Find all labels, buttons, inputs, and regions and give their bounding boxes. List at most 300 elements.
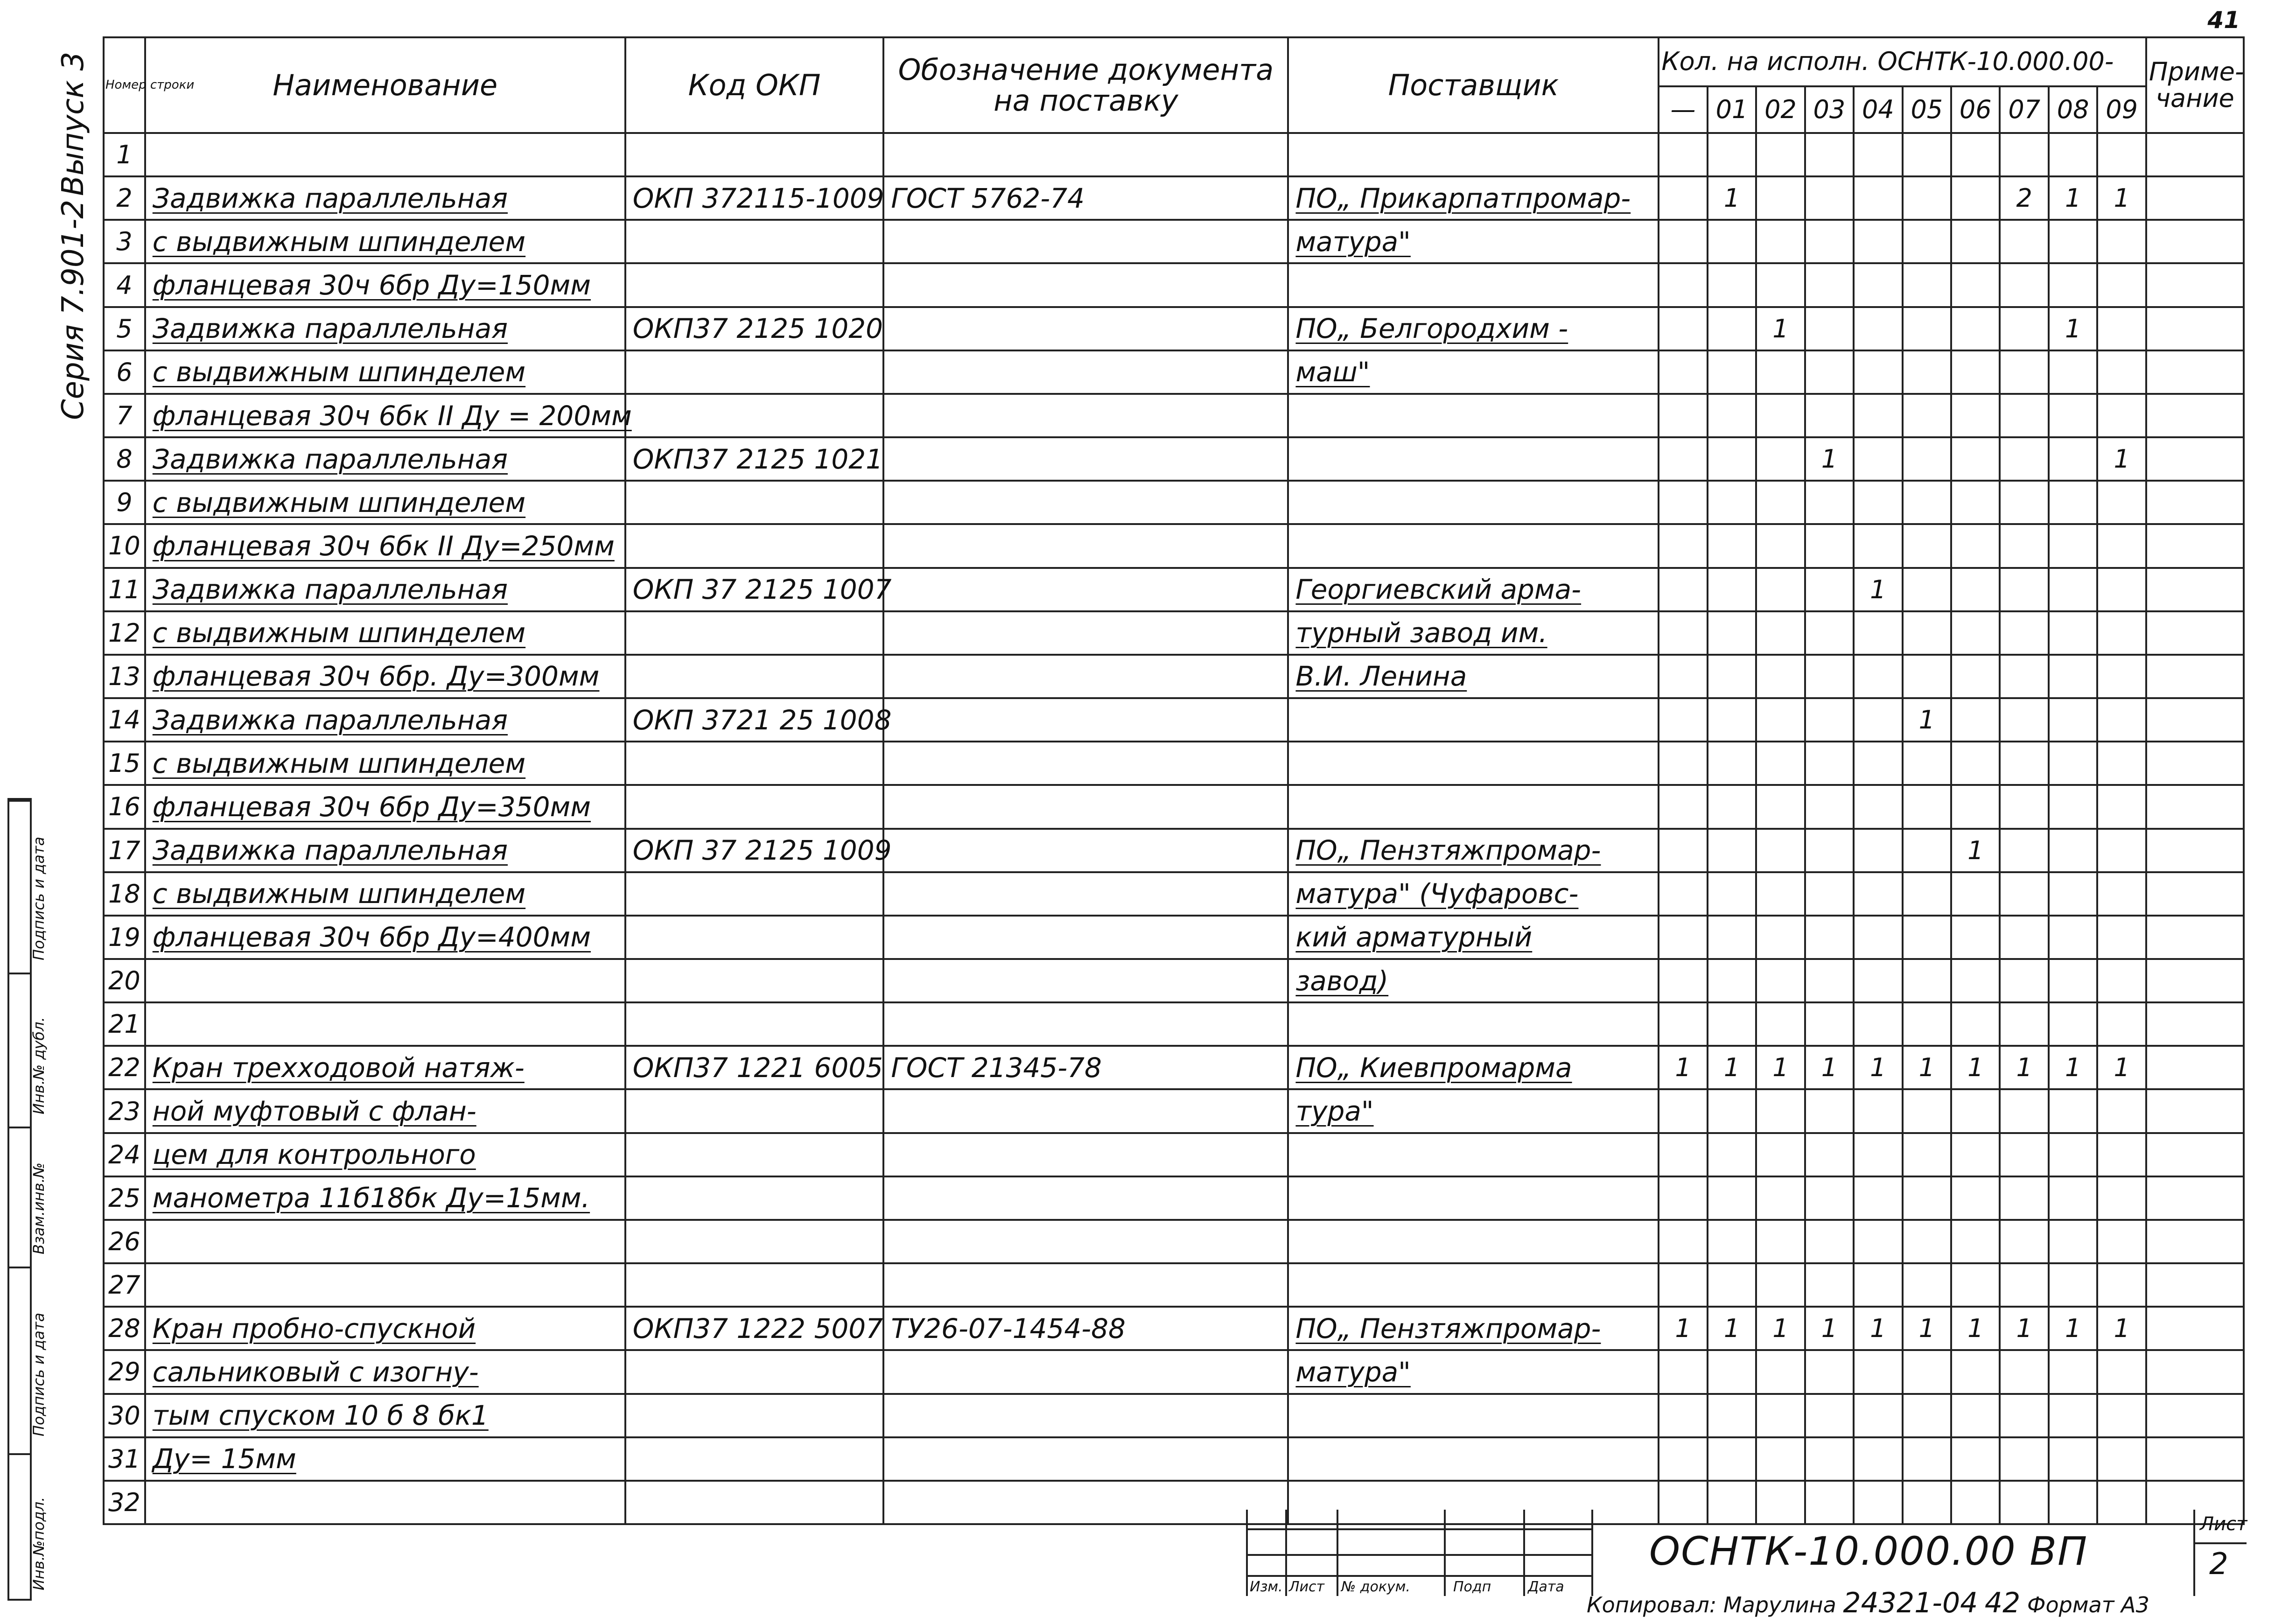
supply-document [883, 1263, 1288, 1307]
supplier: кий арматурный [1288, 916, 1659, 959]
supply-document: ГОСТ 5762-74 [883, 176, 1288, 220]
qty-cell [1708, 959, 1756, 1002]
item-name: с выдвижным шпинделем [145, 611, 625, 655]
table-row [104, 263, 2244, 307]
qty-cell [1854, 133, 1902, 176]
stamp-cell [9, 1453, 48, 1603]
qty-cell [1659, 1220, 1707, 1263]
qty-cell: 1 [1756, 1046, 1805, 1089]
qty-cell [2097, 655, 2146, 698]
item-name: Ду= 15мм [145, 1437, 625, 1481]
qty-cell [1805, 611, 1854, 655]
qty-cell [1708, 481, 1756, 524]
qty-cell [1708, 655, 1756, 698]
supply-document [883, 698, 1288, 742]
item-name: Задвижка параллельная [145, 437, 625, 481]
qty-cell [1708, 350, 1756, 394]
qty-cell [1708, 1176, 1756, 1220]
okp-code [625, 263, 884, 307]
note-cell [2146, 1002, 2244, 1046]
supplier: маш" [1288, 350, 1659, 394]
qty-cell [1805, 742, 1854, 785]
qty-cell [2097, 829, 2146, 872]
qty-cell [2000, 611, 2048, 655]
item-name: с выдвижным шпинделем [145, 350, 625, 394]
qty-cell [1951, 307, 2000, 350]
qty-cell [1805, 1133, 1854, 1176]
qty-cell [2049, 959, 2097, 1002]
row-number: 27 [104, 1263, 145, 1307]
variant-header: 03 [1805, 86, 1854, 133]
supplier: В.И. Ленина [1288, 655, 1659, 698]
qty-cell: 2 [2000, 176, 2048, 220]
qty-cell [2000, 1133, 2048, 1176]
qty-cell: 1 [1708, 176, 1756, 220]
table-row [104, 1437, 2244, 1481]
okp-code [625, 872, 884, 916]
row-number: 18 [104, 872, 145, 916]
variant-header: 01 [1708, 86, 1756, 133]
qty-cell [1854, 1263, 1902, 1307]
note-cell [2146, 394, 2244, 437]
qty-cell [1708, 829, 1756, 872]
item-name: тым спуском 10 б 8 бк1 [145, 1394, 625, 1437]
row-number: 29 [104, 1350, 145, 1393]
qty-cell [2097, 133, 2146, 176]
qty-cell [1854, 742, 1902, 785]
item-name [145, 1220, 625, 1263]
sheet-number: 2 [2209, 1547, 2228, 1582]
note-cell [2146, 1133, 2244, 1176]
stamp-cell [9, 1267, 48, 1453]
qty-cell [1659, 568, 1707, 611]
qty-cell: 1 [1854, 1307, 1902, 1350]
table-row [104, 872, 2244, 916]
qty-cell [1756, 1133, 1805, 1176]
qty-cell [2097, 959, 2146, 1002]
supply-document [883, 437, 1288, 481]
item-name: Задвижка параллельная [145, 698, 625, 742]
qty-cell [1951, 1437, 2000, 1481]
supply-document [883, 1089, 1288, 1133]
note-cell [2146, 742, 2244, 785]
qty-cell [1805, 1089, 1854, 1133]
qty-cell [1951, 1002, 2000, 1046]
qty-cell [2000, 1394, 2048, 1437]
note-cell [2146, 785, 2244, 828]
copy-footer [1587, 1587, 2149, 1619]
qty-cell [1659, 1089, 1707, 1133]
qty-cell [2000, 872, 2048, 916]
qty-cell [1756, 1002, 1805, 1046]
qty-cell: 1 [2097, 1307, 2146, 1350]
table-row [104, 698, 2244, 742]
qty-cell [1805, 481, 1854, 524]
qty-cell [2000, 437, 2048, 481]
stamp-label-signature-date-1: Подпись и дата [30, 836, 48, 960]
row-number: 8 [104, 437, 145, 481]
qty-cell: 1 [1708, 1307, 1756, 1350]
qty-cell [2049, 1002, 2097, 1046]
row-number: 24 [104, 1133, 145, 1176]
note-cell [2146, 133, 2244, 176]
row-number: 4 [104, 263, 145, 307]
variant-header: 05 [1903, 86, 1951, 133]
row-number: 23 [104, 1089, 145, 1133]
qty-cell [2097, 394, 2146, 437]
note-cell [2146, 263, 2244, 307]
note-cell [2146, 872, 2244, 916]
qty-cell [1854, 394, 1902, 437]
qty-cell [1854, 307, 1902, 350]
qty-cell [1854, 350, 1902, 394]
row-number: 16 [104, 785, 145, 828]
qty-cell [1756, 350, 1805, 394]
okp-code [625, 524, 884, 567]
item-name: фланцевая 30ч 6бк II Ду = 200мм [145, 394, 625, 437]
supplier [1288, 1394, 1659, 1437]
item-name: фланцевая 30ч 6бр Ду=350мм [145, 785, 625, 828]
note-cell [2146, 1220, 2244, 1263]
qty-cell [1708, 785, 1756, 828]
qty-cell [2000, 916, 2048, 959]
qty-cell [2000, 655, 2048, 698]
supply-document: ГОСТ 21345-78 [883, 1046, 1288, 1089]
header-row-number: Номер строки [104, 37, 145, 133]
label-doc-number: № докум. [1341, 1579, 1410, 1595]
qty-cell [1805, 1437, 1854, 1481]
qty-cell [2000, 307, 2048, 350]
qty-cell [2097, 872, 2146, 916]
qty-cell [1805, 698, 1854, 742]
qty-cell [1951, 698, 2000, 742]
qty-cell [2000, 568, 2048, 611]
qty-cell [2097, 1220, 2146, 1263]
label-signature: Подп [1453, 1579, 1491, 1595]
qty-cell [1756, 872, 1805, 916]
stamp-label-signature-date-2: Подпись и дата [30, 1312, 48, 1436]
qty-cell [2049, 916, 2097, 959]
supplier: Георгиевский арма- [1288, 568, 1659, 611]
table-row [104, 1089, 2244, 1133]
qty-cell [2049, 437, 2097, 481]
table-row [104, 1350, 2244, 1393]
item-name: с выдвижным шпинделем [145, 742, 625, 785]
qty-cell [1854, 481, 1902, 524]
qty-cell: 1 [1854, 1046, 1902, 1089]
qty-cell [1756, 524, 1805, 567]
table-row [104, 611, 2244, 655]
okp-code [625, 742, 884, 785]
qty-cell [2097, 611, 2146, 655]
copy-number: 42 [1984, 1587, 2021, 1619]
qty-cell [2000, 1350, 2048, 1393]
supply-document [883, 1394, 1288, 1437]
okp-code [625, 1437, 884, 1481]
okp-code [625, 481, 884, 524]
qty-cell [1951, 394, 2000, 437]
note-cell [2146, 959, 2244, 1002]
qty-cell [1756, 394, 1805, 437]
qty-cell [1854, 1133, 1902, 1176]
header-qty-per-variant: Кол. на исполн. ОСНТК-10.000.00- [1659, 37, 2146, 86]
qty-cell [1708, 1089, 1756, 1133]
qty-cell [2049, 220, 2097, 263]
note-cell [2146, 611, 2244, 655]
qty-cell: 1 [2097, 1046, 2146, 1089]
qty-cell [1756, 220, 1805, 263]
qty-cell [1756, 829, 1805, 872]
qty-cell [1951, 916, 2000, 959]
supply-document [883, 829, 1288, 872]
qty-cell: 1 [1756, 1307, 1805, 1350]
supplier: ПО„ Пензтяжпромар- [1288, 1307, 1659, 1350]
table-row [104, 959, 2244, 1002]
qty-cell [1659, 481, 1707, 524]
qty-cell [1659, 829, 1707, 872]
qty-cell [2000, 1437, 2048, 1481]
supply-document [883, 350, 1288, 394]
qty-cell [1708, 916, 1756, 959]
qty-cell [1854, 916, 1902, 959]
qty-cell [2049, 1089, 2097, 1133]
supply-document [883, 1002, 1288, 1046]
supply-document [883, 655, 1288, 698]
table-row [104, 481, 2244, 524]
okp-code [625, 1263, 884, 1307]
supplier [1288, 742, 1659, 785]
qty-cell [1903, 742, 1951, 785]
qty-cell [1805, 1350, 1854, 1393]
title-block [1246, 1510, 2247, 1596]
okp-code [625, 1176, 884, 1220]
qty-cell [2049, 1176, 2097, 1220]
qty-cell: 1 [2049, 176, 2097, 220]
qty-cell [1951, 220, 2000, 263]
copied-by: Копировал: Марулина [1587, 1592, 1836, 1617]
qty-cell [2097, 350, 2146, 394]
table-row [104, 1046, 2244, 1089]
table-row [104, 1307, 2244, 1350]
qty-cell [2097, 307, 2146, 350]
qty-cell [1951, 742, 2000, 785]
qty-cell [1708, 524, 1756, 567]
qty-cell [1903, 959, 1951, 1002]
qty-cell [1708, 611, 1756, 655]
okp-code: ОКП37 1222 5007 [625, 1307, 884, 1350]
qty-cell [1659, 916, 1707, 959]
item-name [145, 959, 625, 1002]
qty-cell [2000, 785, 2048, 828]
header-note: Приме-чание [2146, 37, 2244, 133]
supply-document [883, 742, 1288, 785]
item-name: с выдвижным шпинделем [145, 481, 625, 524]
qty-cell: 1 [2049, 1307, 2097, 1350]
item-name: фланцевая 30ч 6бр. Ду=300мм [145, 655, 625, 698]
item-name [145, 1263, 625, 1307]
qty-cell [2000, 959, 2048, 1002]
qty-cell [1805, 1263, 1854, 1307]
qty-cell [2097, 1437, 2146, 1481]
row-number: 5 [104, 307, 145, 350]
qty-cell [1756, 437, 1805, 481]
qty-cell [2049, 1133, 2097, 1176]
qty-cell [2097, 1394, 2146, 1437]
row-number: 21 [104, 1002, 145, 1046]
qty-cell [2097, 524, 2146, 567]
qty-cell [1903, 263, 1951, 307]
item-name: манометра 11б18бк Ду=15мм. [145, 1176, 625, 1220]
header-name: Наименование [145, 37, 625, 133]
qty-cell [1756, 698, 1805, 742]
qty-cell [1756, 1089, 1805, 1133]
qty-cell [1659, 698, 1707, 742]
qty-cell [1854, 655, 1902, 698]
qty-cell [1756, 1350, 1805, 1393]
table-row [104, 1394, 2244, 1437]
qty-cell [1951, 1263, 2000, 1307]
qty-cell [1854, 1350, 1902, 1393]
row-number: 15 [104, 742, 145, 785]
supplier [1288, 524, 1659, 567]
qty-cell [1708, 1350, 1756, 1393]
qty-cell [2000, 742, 2048, 785]
qty-cell [1805, 568, 1854, 611]
qty-cell [1903, 1002, 1951, 1046]
stamp-cell [9, 800, 48, 973]
qty-cell [2097, 1176, 2146, 1220]
supply-document [883, 1176, 1288, 1220]
qty-cell [1903, 350, 1951, 394]
qty-cell: 1 [2000, 1046, 2048, 1089]
supply-document [883, 524, 1288, 567]
supply-document [883, 481, 1288, 524]
row-number: 32 [104, 1481, 145, 1524]
qty-cell [1805, 133, 1854, 176]
qty-cell [1805, 307, 1854, 350]
qty-cell [1805, 916, 1854, 959]
table-row [104, 1176, 2244, 1220]
issue-label: Выпуск 3 [56, 51, 91, 196]
qty-cell [1903, 437, 1951, 481]
qty-cell [2049, 263, 2097, 307]
qty-cell [1756, 1263, 1805, 1307]
qty-cell [1903, 829, 1951, 872]
okp-code: ОКП 3721 25 1008 [625, 698, 884, 742]
document-code: ОСНТК-10.000.00 ВП [1649, 1528, 2088, 1574]
specification-table [103, 36, 2245, 1525]
qty-cell [1659, 959, 1707, 1002]
variant-header: 07 [2000, 86, 2048, 133]
qty-cell [1951, 1089, 2000, 1133]
qty-cell [1659, 1350, 1707, 1393]
qty-cell [1951, 1176, 2000, 1220]
qty-cell [1659, 742, 1707, 785]
qty-cell [2049, 394, 2097, 437]
item-name: сальниковый с изогну- [145, 1350, 625, 1393]
qty-cell: 1 [2049, 1046, 2097, 1089]
row-number: 14 [104, 698, 145, 742]
variant-header: 04 [1854, 86, 1902, 133]
item-name: ной муфтовый с флан- [145, 1089, 625, 1133]
qty-cell [1805, 1176, 1854, 1220]
qty-cell [2000, 350, 2048, 394]
qty-cell [2000, 394, 2048, 437]
qty-cell: 1 [1756, 307, 1805, 350]
qty-cell [1903, 133, 1951, 176]
qty-cell [1903, 785, 1951, 828]
supplier [1288, 481, 1659, 524]
qty-cell [1659, 611, 1707, 655]
header-supplier: Поставщик [1288, 37, 1659, 133]
table-row [104, 524, 2244, 567]
qty-cell [1659, 524, 1707, 567]
supplier: завод) [1288, 959, 1659, 1002]
qty-cell: 1 [1659, 1046, 1707, 1089]
variant-header: 09 [2097, 86, 2146, 133]
qty-cell [1854, 1220, 1902, 1263]
qty-cell [1708, 263, 1756, 307]
qty-cell: 1 [2097, 437, 2146, 481]
qty-cell: 1 [1951, 1307, 2000, 1350]
table-row [104, 133, 2244, 176]
note-cell [2146, 524, 2244, 567]
supplier [1288, 1437, 1659, 1481]
row-number: 30 [104, 1394, 145, 1437]
table-row [104, 1133, 2244, 1176]
qty-cell [1756, 568, 1805, 611]
qty-cell [1708, 1220, 1756, 1263]
qty-cell [1659, 872, 1707, 916]
qty-cell [1659, 263, 1707, 307]
row-number: 20 [104, 959, 145, 1002]
table-row [104, 785, 2244, 828]
qty-cell [1756, 959, 1805, 1002]
qty-cell [2049, 1263, 2097, 1307]
item-name: фланцевая 30ч 6бр Ду=150мм [145, 263, 625, 307]
stamp-cell [9, 1127, 48, 1267]
note-cell [2146, 829, 2244, 872]
qty-cell: 1 [2097, 176, 2146, 220]
okp-code [625, 655, 884, 698]
note-cell [2146, 481, 2244, 524]
qty-cell [1805, 220, 1854, 263]
qty-cell [1903, 1089, 1951, 1133]
okp-code [625, 1481, 884, 1524]
qty-cell: 1 [1903, 698, 1951, 742]
qty-cell [1903, 394, 1951, 437]
qty-cell [1659, 1263, 1707, 1307]
okp-code [625, 1350, 884, 1393]
stamp-label-orig-inv: Инв.№подл. [30, 1497, 48, 1590]
qty-cell [2097, 698, 2146, 742]
qty-cell [2000, 220, 2048, 263]
qty-cell [2049, 655, 2097, 698]
row-number: 2 [104, 176, 145, 220]
qty-cell [1708, 307, 1756, 350]
qty-cell [1854, 611, 1902, 655]
qty-cell [1805, 1220, 1854, 1263]
note-cell [2146, 916, 2244, 959]
okp-code [625, 611, 884, 655]
supply-document [883, 394, 1288, 437]
qty-cell [1854, 1002, 1902, 1046]
qty-cell [1903, 916, 1951, 959]
qty-cell [2049, 698, 2097, 742]
row-number: 7 [104, 394, 145, 437]
row-number: 10 [104, 524, 145, 567]
row-number: 28 [104, 1307, 145, 1350]
